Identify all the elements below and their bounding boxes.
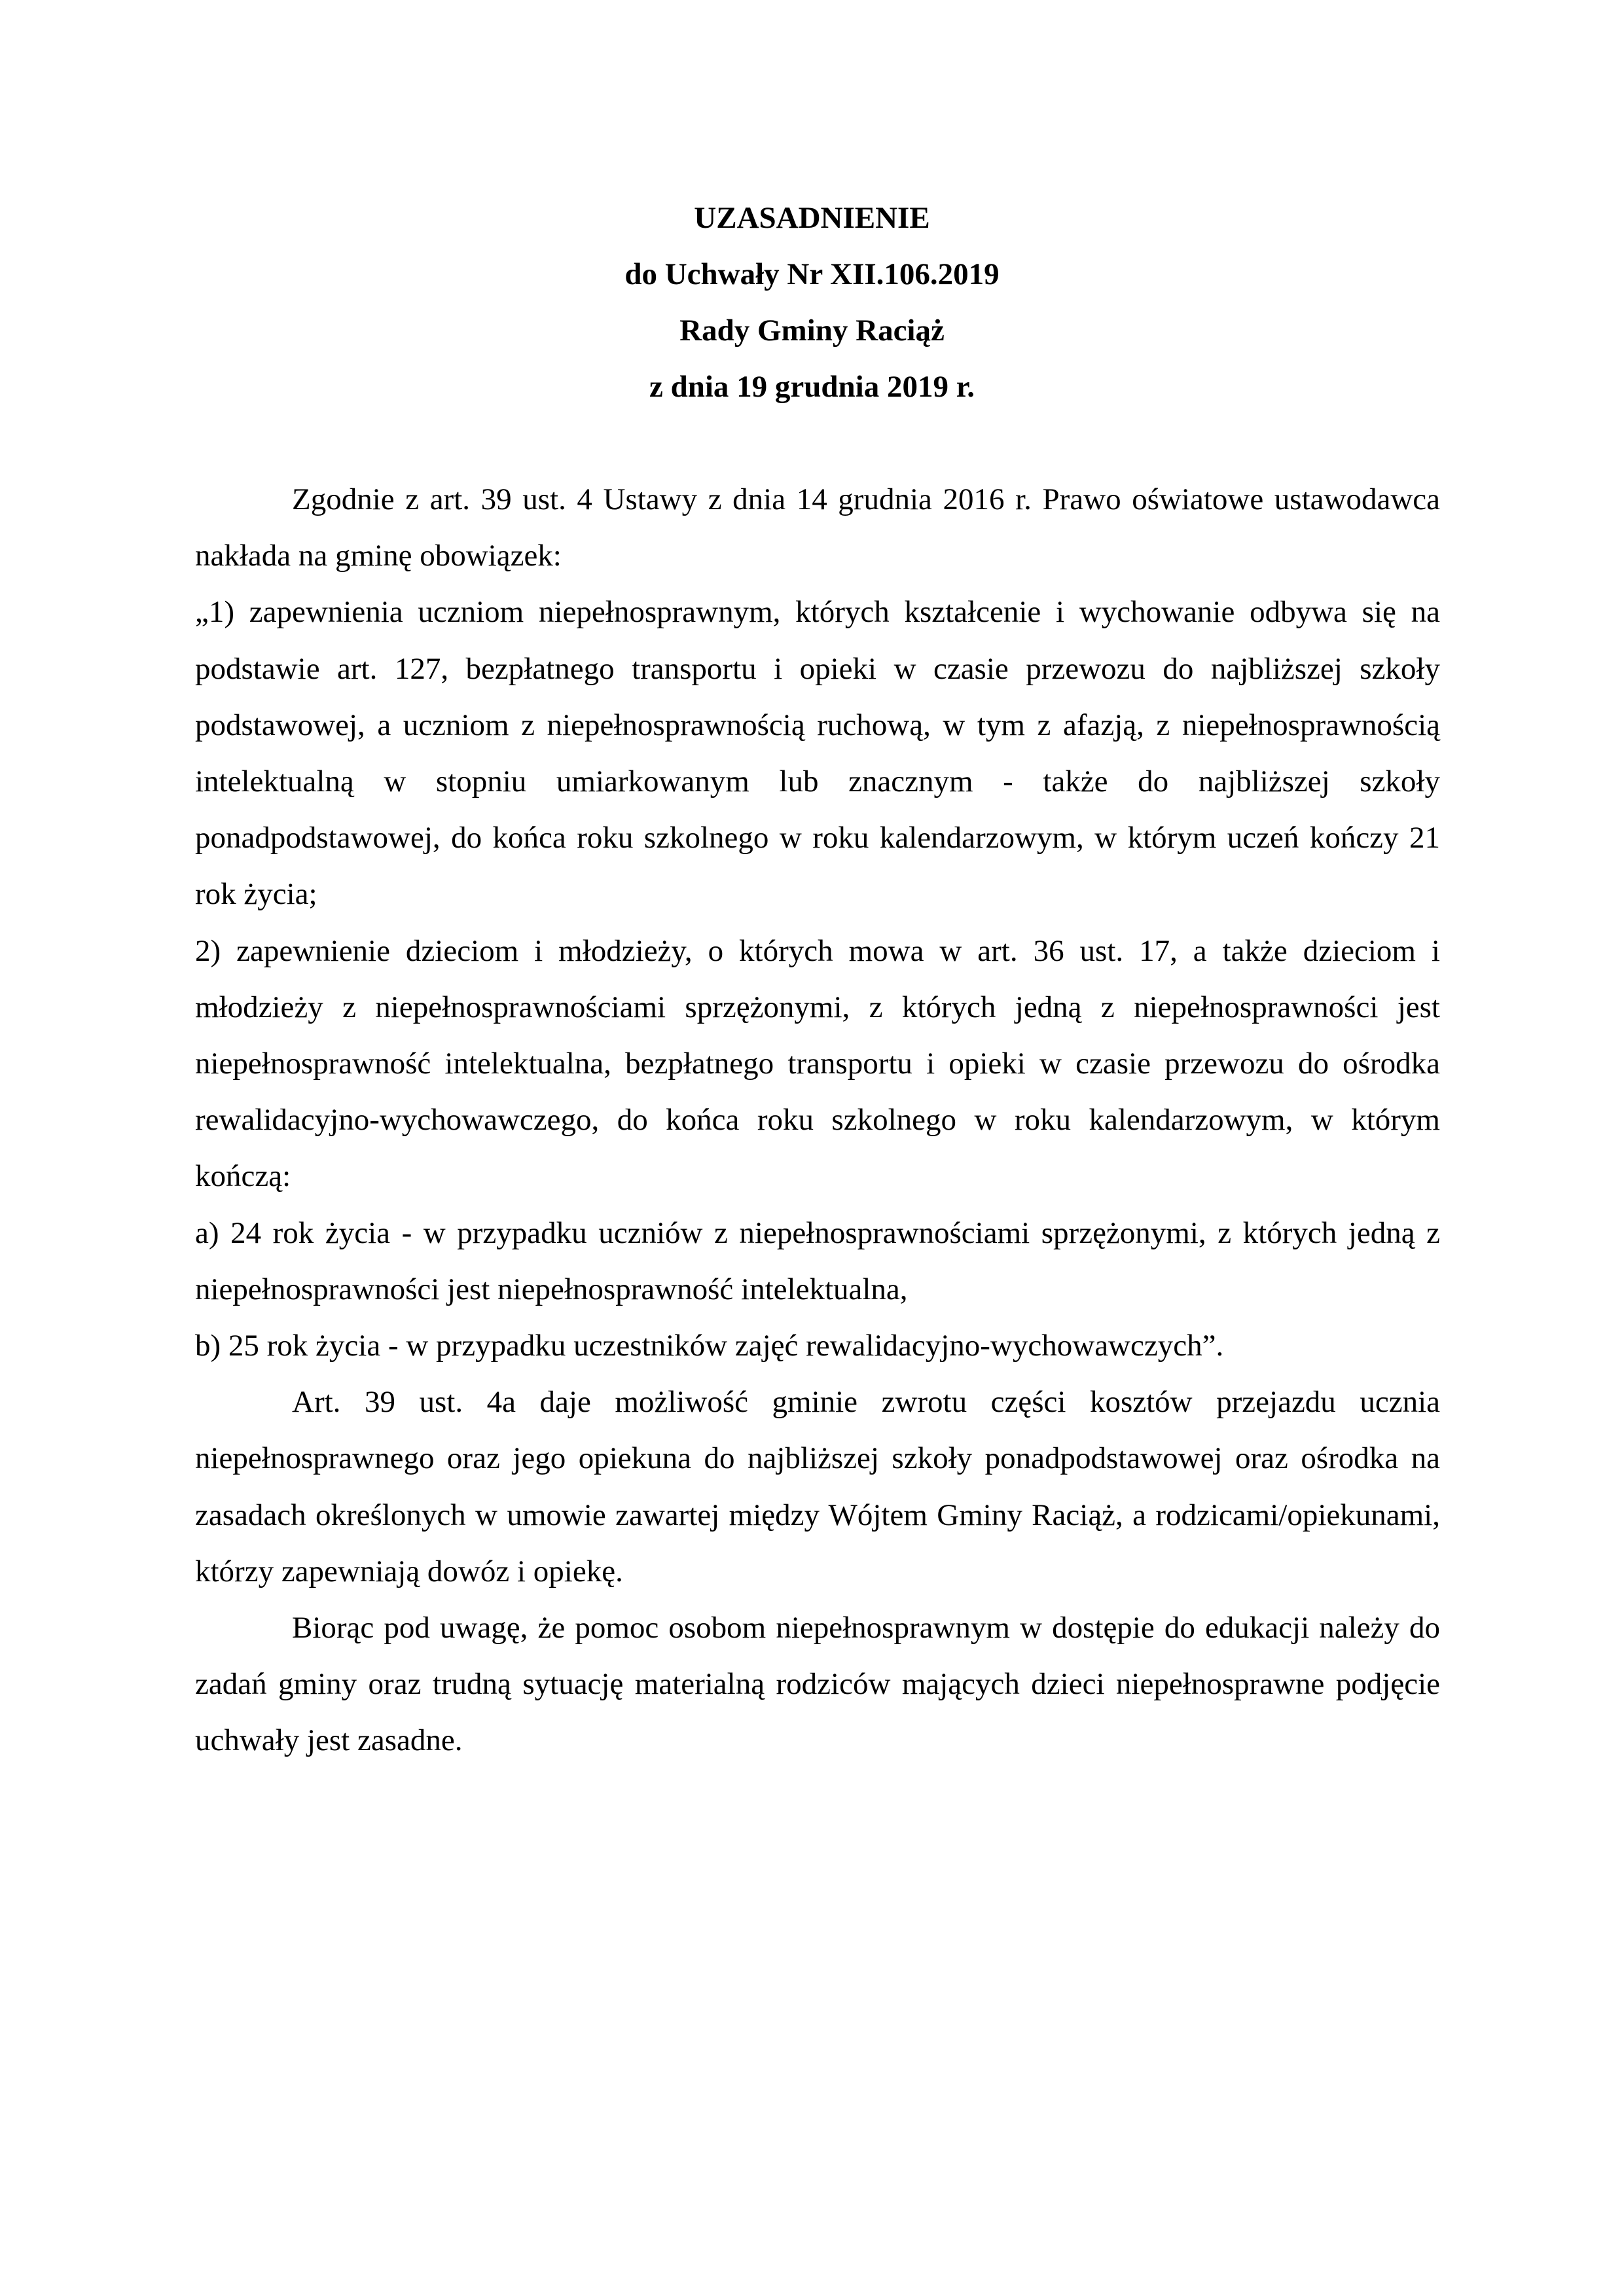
paragraph-point-1: „1) zapewnienia uczniom niepełnosprawnym, których kształcenie i wychowanie odbywa się na podstawie art. 127, bezpłatnego transportu i opieki w czasie przewozu do najbliższej szkoły podstawowej, a uczniom z niepełnosprawnością ruchową, w tym z afazją, z niepełnosprawnością intelektualną w stopniu umiarkowanym lub znacznym - także do najbliższej szkoły ponadpodstawowej, do końca roku szkolnego w roku kalendarzowym, w którym uczeń kończy 21 rok życia; xyxy=(195,595,1440,912)
resolution-date: z dnia 19 grudnia 2019 r. xyxy=(649,370,975,404)
resolution-number: do Uchwały Nr XII.106.2019 xyxy=(624,257,1000,291)
paragraph-point-b: b) 25 rok życia - w przypadku uczestników zajęć rewalidacyjno-wychowawczych”. xyxy=(195,1329,1224,1363)
document-heading: UZASADNIENIE xyxy=(694,201,930,235)
paragraph-point-a: a) 24 rok życia - w przypadku uczniów z niepełnosprawnościami sprzężonymi, z których jedną z niepełnosprawności jest niepełnosprawność intelektualna, xyxy=(195,1215,1440,1306)
justification-body xyxy=(195,471,1440,1769)
paragraph-intro: Zgodnie z art. 39 ust. 4 Ustawy z dnia 14 grudnia 2016 r. Prawo oświatowe ustawodawca nakłada na gminę obowiązek: xyxy=(195,482,1440,573)
council-name: Rady Gminy Raciąż xyxy=(679,314,945,348)
paragraph-conclusion: Biorąc pod uwagę, że pomoc osobom niepełnosprawnym w dostępie do edukacji należy do zadań gminy oraz trudną sytuację materialną rodziców mających dzieci niepełnosprawne podjęcie uchwały jest zasadne. xyxy=(195,1611,1440,1758)
title-block xyxy=(0,190,1624,415)
paragraph-point-2: 2) zapewnienie dzieciom i młodzieży, o których mowa w art. 36 ust. 17, a także dzieciom i młodzieży z niepełnosprawnościami sprzężonymi, z których jedną z niepełnosprawności jest niepełnosprawność intelektualna, bezpłatnego transportu i opieki w czasie przewozu do ośrodka rewalidacyjno-wychowawczego, do końca roku szkolnego w roku kalendarzowym, w którym kończą: xyxy=(195,933,1440,1194)
paragraph-art-39-4a: Art. 39 ust. 4a daje możliwość gminie zwrotu części kosztów przejazdu ucznia niepełnosprawnego oraz jego opiekuna do najbliższej szkoły ponadpodstawowej oraz ośrodka na zasadach określonych w umowie zawartej między Wójtem Gminy Raciąż, a rodzicami/opiekunami, którzy zapewniają dowóz i opiekę. xyxy=(195,1385,1440,1588)
